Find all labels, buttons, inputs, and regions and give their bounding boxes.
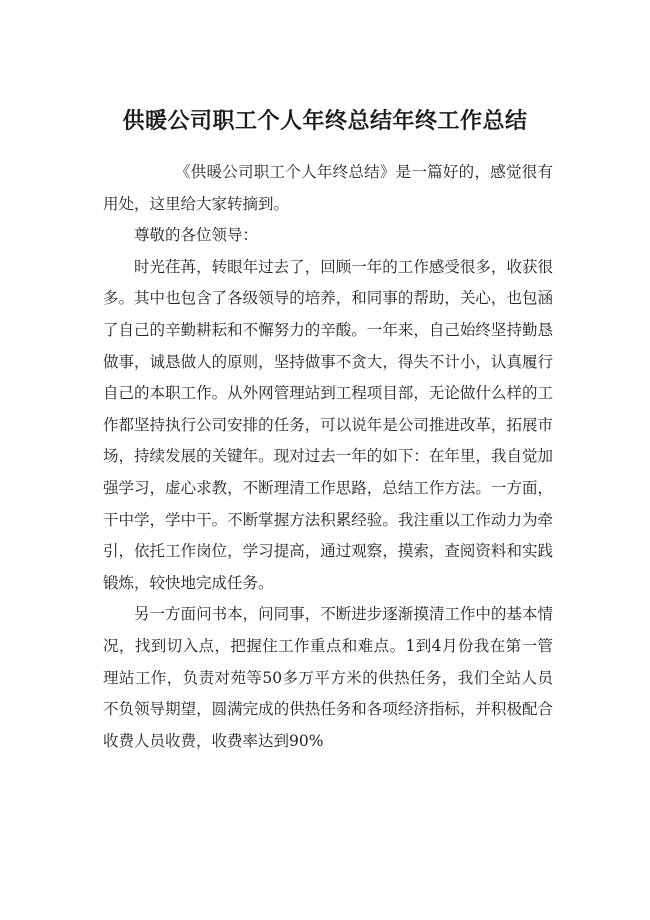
document-body [103, 157, 553, 757]
document-title: 供暖公司职工个人年终总结年终工作总结 [122, 109, 528, 134]
salutation: 尊敬的各位领导： [134, 226, 259, 245]
body-paragraph-2: 另一方面问书本，问同事，不断进步逐渐摸清工作中的基本情况，找到切入点，把握住工作重点和难点。1到4月份我在第一管理站工作，负责对苑等50多万平方米的供热任务，我们全站人员不负领导期望，圆满完成的供热任务和各项经济指标，并积极配合收费人员收费，收费率达到90% [103, 605, 553, 750]
intro-paragraph: 《供暖公司职工个人年终总结》是一篇好的，感觉很有用处，这里给大家转摘到。 [103, 163, 553, 213]
body-paragraph-1: 时光荏苒，转眼年过去了，回顾一年的工作感受很多，收获很多。其中也包含了各级领导的培养，和同事的帮助，关心，也包涵了自己的辛勤耕耘和不懈努力的辛酸。一年来，自己始终坚持勤恳做事，诚恳做人的原则，坚持做事不贪大，得失不计小，认真履行自己的本职工作。从外网管理站到工程项目部，无论做什么样的工作都坚持执行公司安排的任务，可以说年是公司推进改革，拓展市场，持续发展的关键年。现对过去一年的如下：在年里，我自觉加强学习，虚心求教，不断理清工作思路，总结工作方法。一方面，干中学，学中干。不断掌握方法积累经验。我注重以工作动力为牵引，依托工作岗位，学习提高，通过观察，摸索，查阅资料和实践锻炼，较快地完成任务。 [103, 257, 553, 592]
